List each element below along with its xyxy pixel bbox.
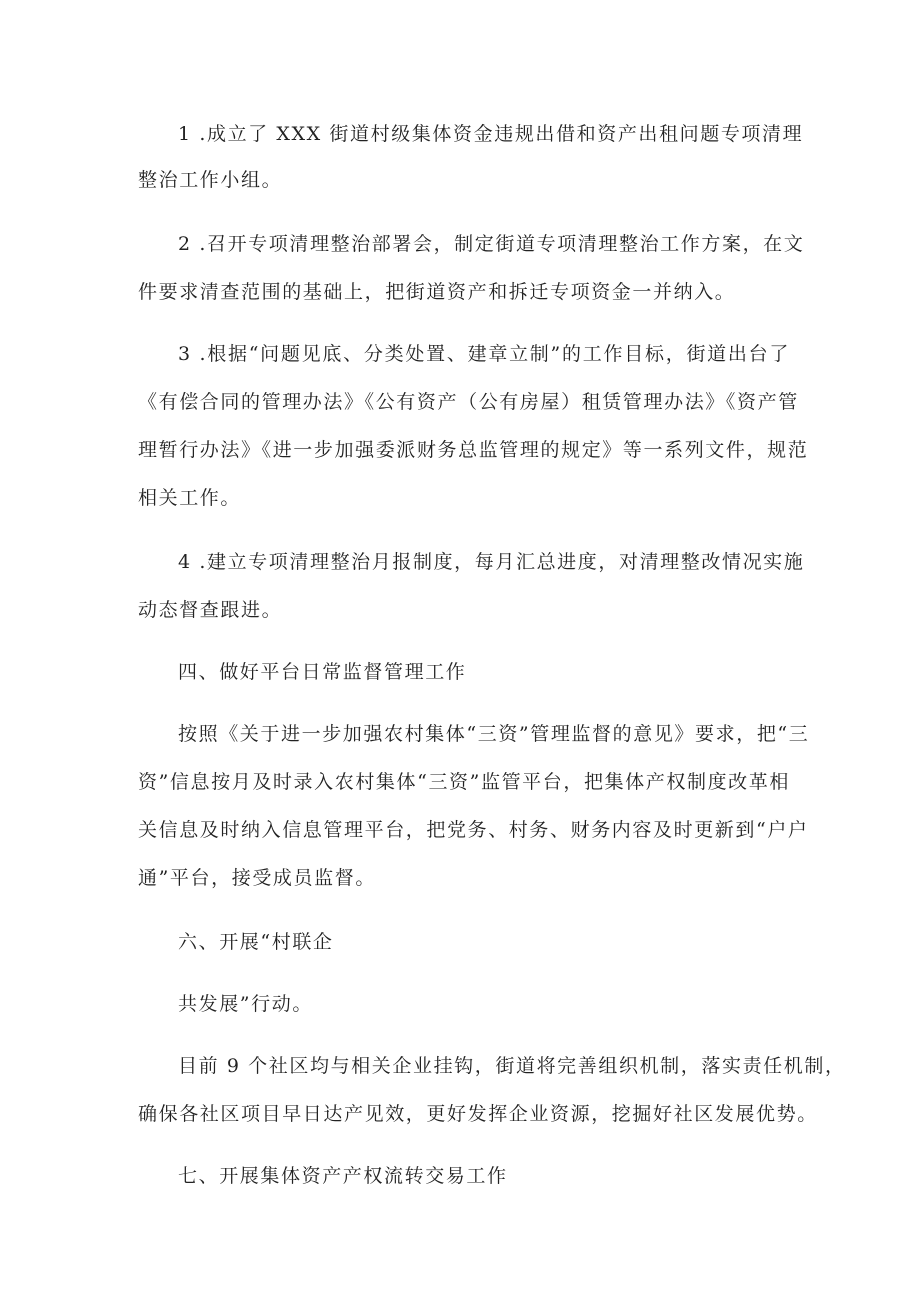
paragraph-1-line-1: 1 .成立了 XXX 街道村级集体资金违规出借和资产出租问题专项清理 [178, 123, 804, 145]
paragraph-3-line-3: 理暂行办法》《进一步加强委派财务总监管理的规定》等一系列文件，规范 [138, 439, 809, 461]
section-heading-6-continued: 共发展”行动。 [178, 993, 313, 1015]
paragraph-5-line-1: 按照《关于进一步加强农村集体“三资”管理监督的意见》要求，把“三 [178, 723, 810, 745]
paragraph-4-line-1: 4 .建立专项清理整治月报制度，每月汇总进度，对清理整改情况实施 [178, 551, 805, 573]
section-heading-4: 四、做好平台日常监督管理工作 [178, 661, 467, 683]
paragraph-3-line-1: 3 .根据“问题见底、分类处置、建章立制”的工作目标，街道出台了 [178, 343, 790, 365]
paragraph-2-line-2: 件要求清查范围的基础上，把街道资产和拆迁专项资金一并纳入。 [138, 281, 736, 303]
paragraph-3-line-4: 相关工作。 [138, 487, 242, 509]
paragraph-6-line-1: 目前 9 个社区均与相关企业挂钩，街道将完善组织机制，落实责任机制， [178, 1055, 846, 1077]
paragraph-5-line-3: 关信息及时纳入信息管理平台，把党务、村务、财务内容及时更新到“户户 [138, 819, 809, 841]
paragraph-5-line-2: 资”信息按月及时录入农村集体“三资”监管平台，把集体产权制度改革相 [138, 771, 790, 793]
paragraph-2-line-1: 2 .召开专项清理整治部署会，制定街道专项清理整治工作方案，在文 [178, 233, 805, 255]
section-heading-7: 七、开展集体资产产权流转交易工作 [178, 1165, 508, 1187]
paragraph-3-line-2: 《有偿合同的管理办法》《公有资产（公有房屋）租赁管理办法》《资产管 [138, 391, 799, 413]
paragraph-1-line-2: 整治工作小组。 [138, 169, 283, 191]
paragraph-6-line-2: 确保各社区项目早日达产见效，更好发挥企业资源，挖掘好社区发展优势。 [138, 1103, 818, 1125]
section-heading-6: 六、开展“村联企 [178, 931, 334, 953]
paragraph-4-line-2: 动态督查跟进。 [138, 599, 283, 621]
paragraph-5-line-4: 通”平台，接受成员监督。 [138, 867, 376, 889]
